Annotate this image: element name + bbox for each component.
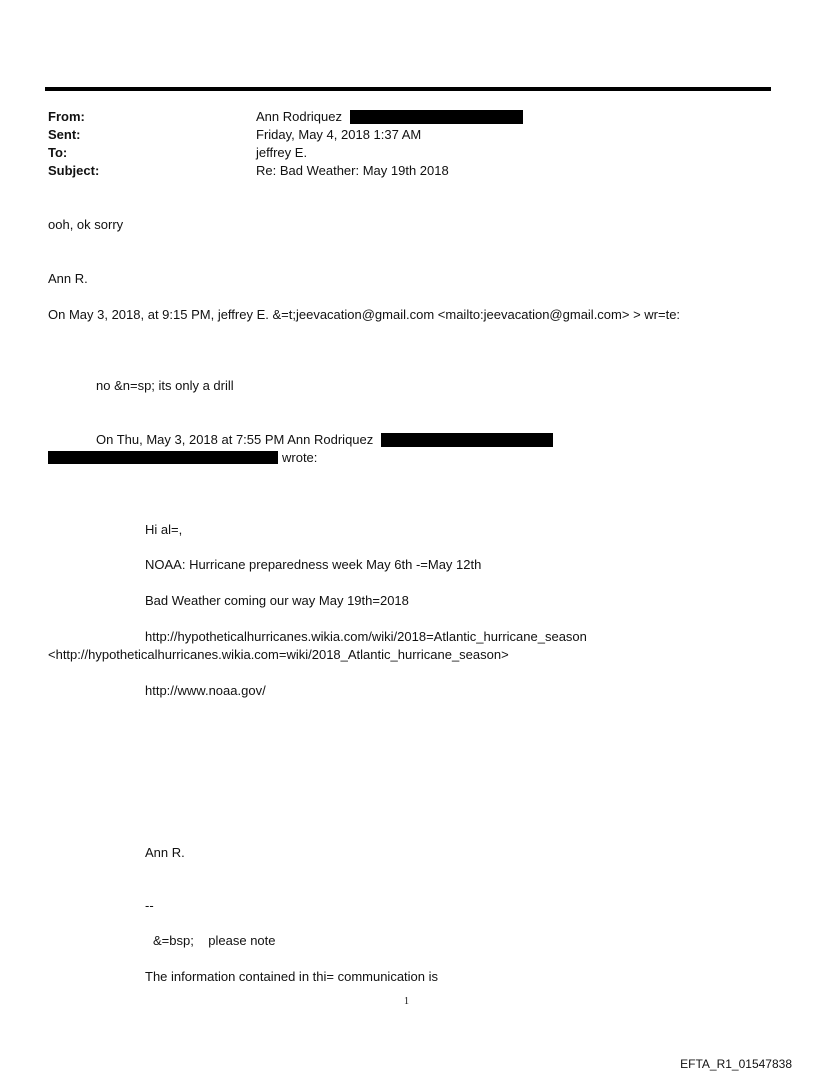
- signature-1: Ann R.: [48, 271, 88, 286]
- from-label: From:: [48, 109, 85, 124]
- reply-line: ooh, ok sorry: [48, 217, 124, 232]
- subject-label: Subject:: [48, 163, 100, 178]
- sent-value: Friday, May 4, 2018 1:37 AM: [256, 127, 422, 142]
- signature-2: Ann R.: [145, 845, 185, 860]
- document-id: EFTA_R1_01547838: [680, 1057, 792, 1071]
- redaction-box: [381, 433, 553, 447]
- to-label: To:: [48, 145, 68, 160]
- disclaimer: The information contained in thi= communication is: [145, 969, 439, 984]
- from-value: Ann Rodriquez: [256, 109, 342, 124]
- redaction-box: [350, 110, 523, 124]
- to-value: jeffrey E.: [256, 145, 308, 160]
- sent-label: Sent:: [48, 127, 81, 142]
- quoted-reply: no &n=sp; its only a drill: [96, 378, 234, 393]
- subject-value: Re: Bad Weather: May 19th 2018: [256, 163, 449, 178]
- redaction-box: [48, 451, 278, 464]
- quote-intro-2-end: wrote:: [282, 450, 318, 465]
- quote-intro-2: On Thu, May 3, 2018 at 7:55 PM Ann Rodriquez: [96, 432, 374, 447]
- weather-line: Bad Weather coming our way May 19th=2018: [145, 593, 409, 608]
- header-rule: [45, 87, 771, 91]
- page-number: 1: [404, 996, 409, 1007]
- wiki-link-2[interactable]: <http://hypotheticalhurricanes.wikia.com=wiki/2018_Atlantic_hurricane_season>: [48, 647, 509, 662]
- noaa-link[interactable]: http://www.noaa.gov/: [145, 683, 266, 698]
- wiki-link-1[interactable]: http://hypotheticalhurricanes.wikia.com/wiki/2018=Atlantic_hurricane_season: [145, 629, 587, 644]
- greeting: Hi al=,: [145, 522, 183, 537]
- sig-dashes: --: [145, 898, 154, 913]
- noaa-line: NOAA: Hurricane preparedness week May 6th -=May 12th: [145, 557, 482, 572]
- please-note: &=bsp; please note: [153, 933, 276, 948]
- quote-intro-1: On May 3, 2018, at 9:15 PM, jeffrey E. &=t;jeevacation@gmail.com <mailto:jeevacation@gmail.com> > wr=te:: [48, 307, 681, 322]
